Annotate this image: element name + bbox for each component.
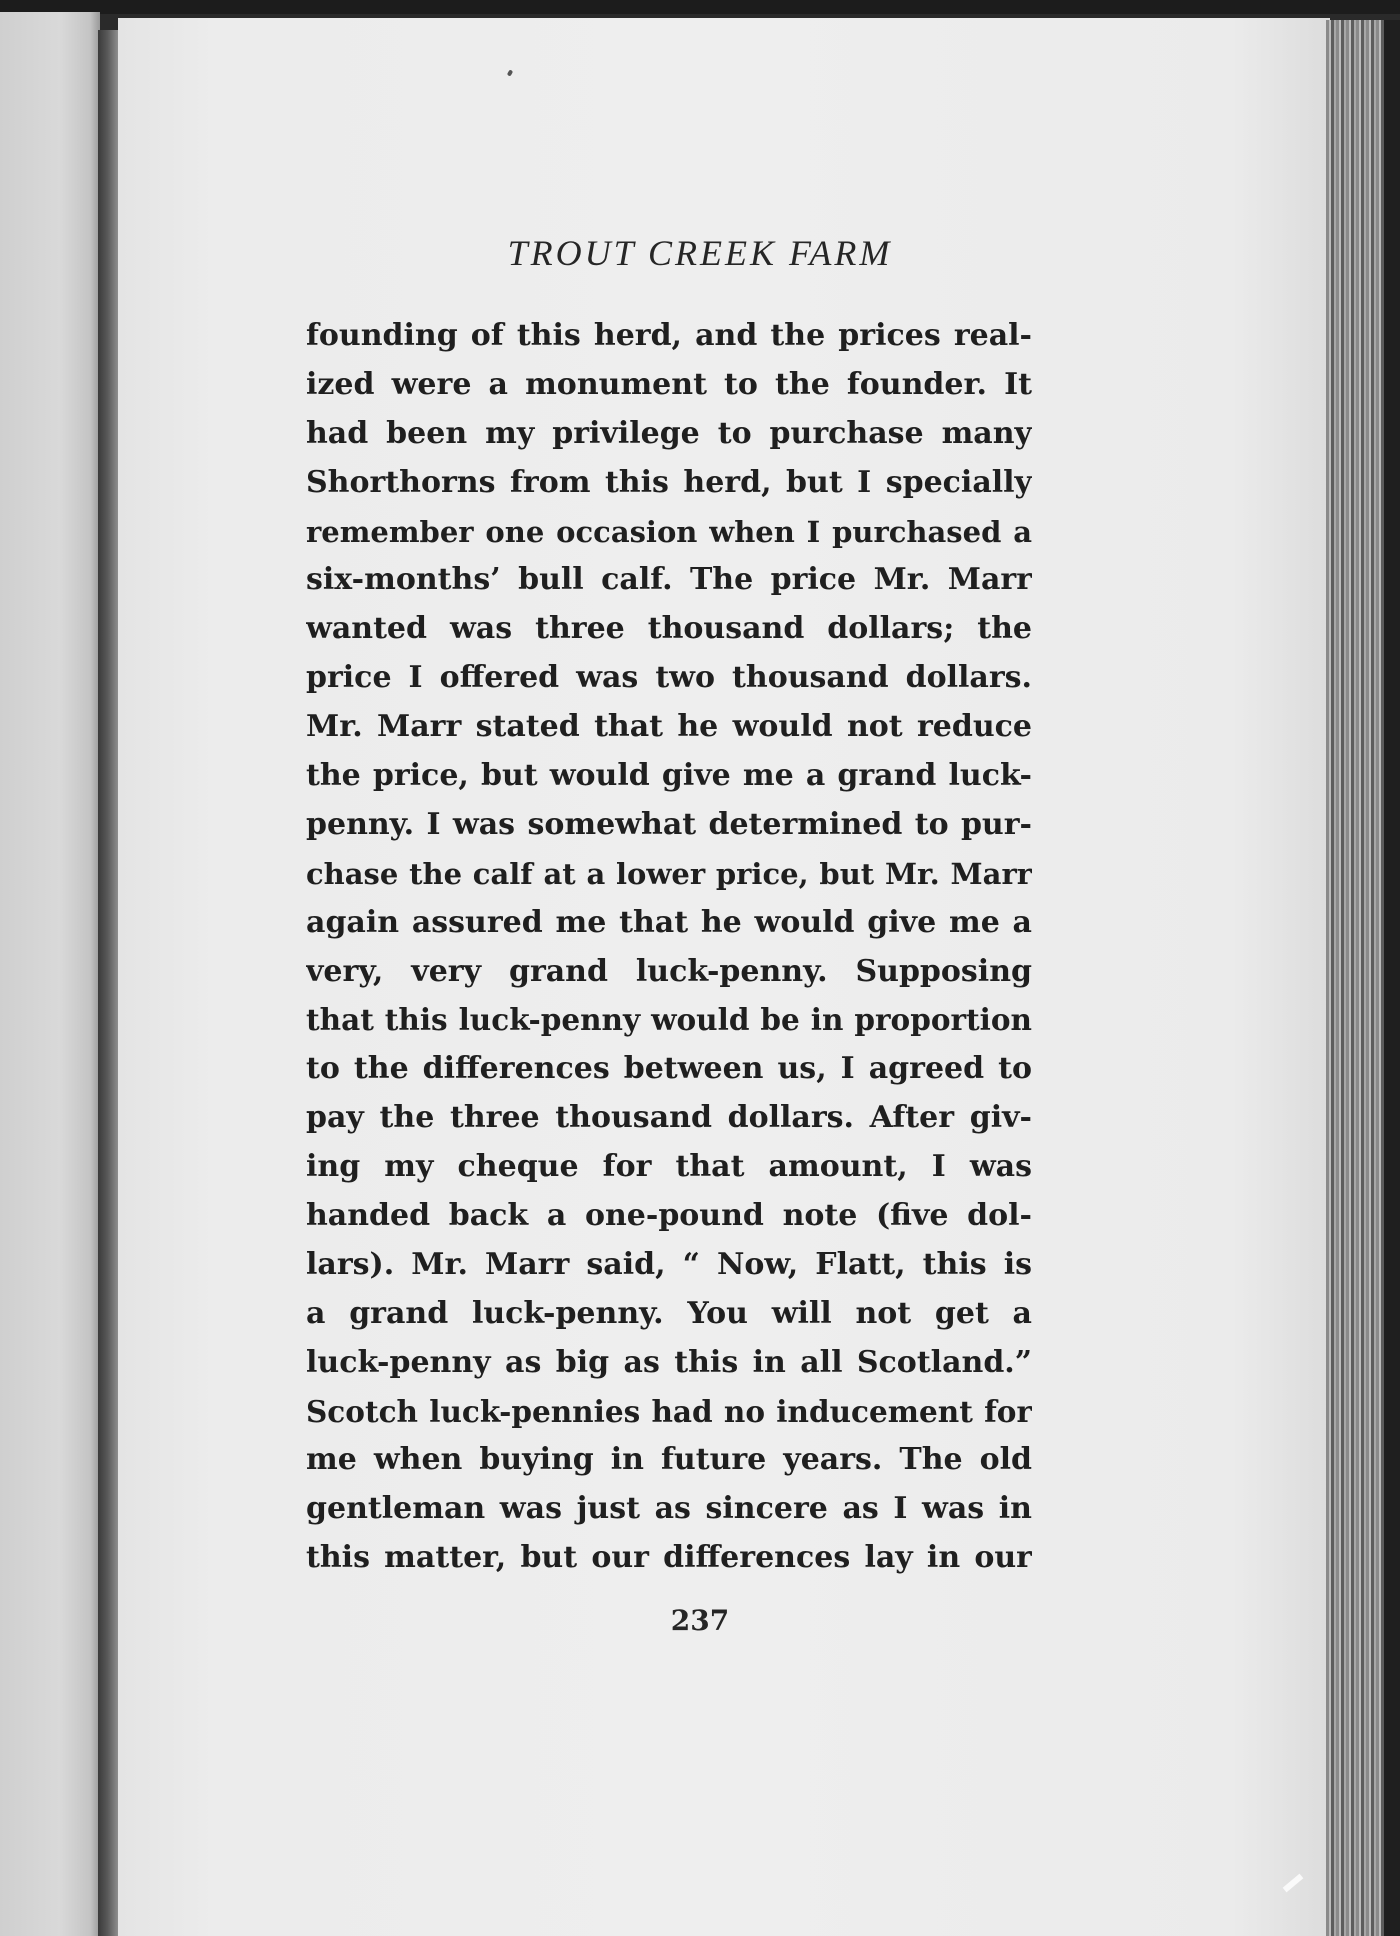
text-line: a grand luck-penny. You will not get a — [306, 1295, 1032, 1331]
text-line: again assured me that he would give me a — [306, 904, 1032, 940]
text-line: Mr. Marr stated that he would not reduce — [306, 709, 1032, 745]
page-edges — [1326, 20, 1400, 1936]
text-line: chase the calf at a lower price, but Mr. Marr — [306, 856, 1032, 891]
text-line: ized were a monument to the founder. It — [306, 366, 1032, 402]
text-line: price I offered was two thousand dollars. — [306, 660, 1032, 696]
text-line: had been my privilege to purchase many — [306, 415, 1032, 451]
text-line: six-months’ bull calf. The price Mr. Marr — [306, 562, 1032, 598]
text-line: lars). Mr. Marr said, “ Now, Flatt, this is — [306, 1246, 1032, 1282]
text-line: pay the three thousand dollars. After giv- — [306, 1100, 1032, 1136]
text-line: luck-penny as big as this in all Scotland.” — [306, 1344, 1032, 1380]
text-line: Scotch luck-pennies had no inducement for — [306, 1393, 1032, 1429]
text-line: gentleman was just as sincere as I was in — [306, 1491, 1032, 1527]
running-head: TROUT CREEK FARM — [507, 233, 893, 273]
text-line: that this luck-penny would be in proportion — [306, 1002, 1032, 1038]
page-number: 237 — [670, 1604, 730, 1637]
text-line: founding of this herd, and the prices real- — [306, 318, 1032, 353]
text-line: ing my cheque for that amount, I was — [306, 1149, 1032, 1185]
facing-page-edge — [0, 12, 100, 1936]
text-line: me when buying in future years. The old — [306, 1442, 1032, 1478]
body-text — [306, 312, 1032, 1583]
text-line: to the differences between us, I agreed to — [306, 1051, 1032, 1087]
text-line: this matter, but our differences lay in our — [306, 1540, 1032, 1576]
text-line: Shorthorns from this herd, but I specially — [306, 464, 1032, 500]
text-line: handed back a one-pound note (five dol- — [306, 1198, 1032, 1234]
text-line: wanted was three thousand dollars; the — [306, 611, 1032, 647]
text-line: remember one occasion when I purchased a — [306, 514, 1032, 549]
text-line: penny. I was somewhat determined to pur- — [306, 806, 1032, 842]
scan-background — [0, 0, 1400, 14]
text-line: the price, but would give me a grand luck- — [306, 758, 1032, 794]
text-line: very, very grand luck-penny. Supposing — [306, 953, 1032, 989]
